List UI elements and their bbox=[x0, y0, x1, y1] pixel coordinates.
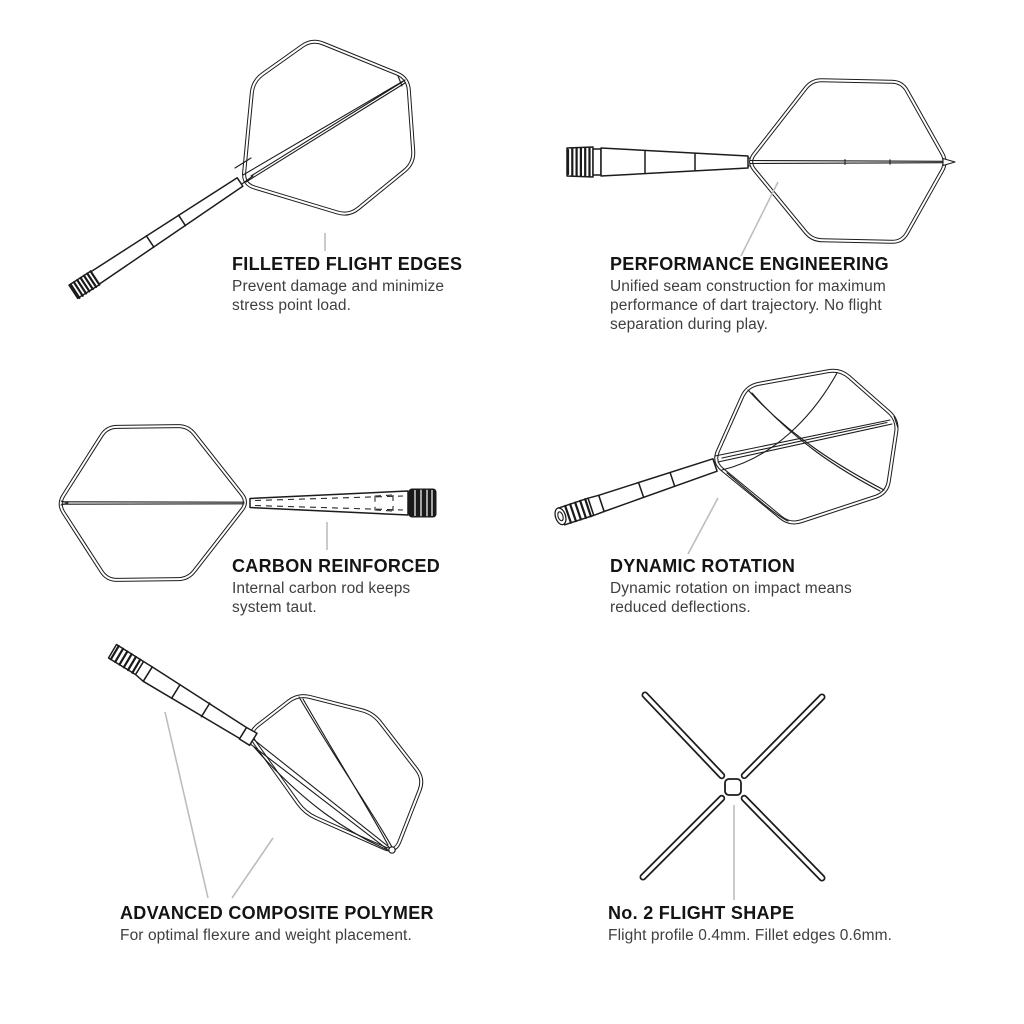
feature-title: CARBON REINFORCED bbox=[232, 556, 441, 576]
dart-flight-angled-down-right-icon bbox=[58, 633, 458, 903]
dart-flight-rotated-three-quarter-icon bbox=[532, 358, 962, 568]
flight-cross-section-x-icon bbox=[598, 648, 898, 908]
leader-line bbox=[741, 182, 778, 256]
leader-line bbox=[165, 712, 208, 898]
feature-description: For optimal flexure and weight placement. bbox=[120, 927, 412, 944]
feature-description: Flight profile 0.4mm. Fillet edges 0.6mm. bbox=[608, 927, 893, 944]
leader-line bbox=[232, 838, 273, 898]
feature-title: DYNAMIC ROTATION bbox=[610, 556, 796, 576]
feature-description: Unified seam construction for maximum performance of dart trajectory. No flight separation during play. bbox=[610, 278, 886, 333]
feature-title: ADVANCED COMPOSITE POLYMER bbox=[120, 903, 434, 923]
feature-description: Internal carbon rod keeps system taut. bbox=[232, 580, 411, 616]
feature-description: Dynamic rotation on impact means reduced deflections. bbox=[610, 580, 852, 616]
leader-line bbox=[688, 498, 718, 554]
dart-side-profile-flight-right-icon bbox=[545, 32, 965, 262]
feature-title: No. 2 FLIGHT SHAPE bbox=[608, 903, 795, 923]
feature-description: Prevent damage and minimize stress point load. bbox=[232, 278, 445, 314]
feature-title: PERFORMANCE ENGINEERING bbox=[610, 254, 889, 274]
feature-title: FILLETED FLIGHT EDGES bbox=[232, 254, 463, 274]
